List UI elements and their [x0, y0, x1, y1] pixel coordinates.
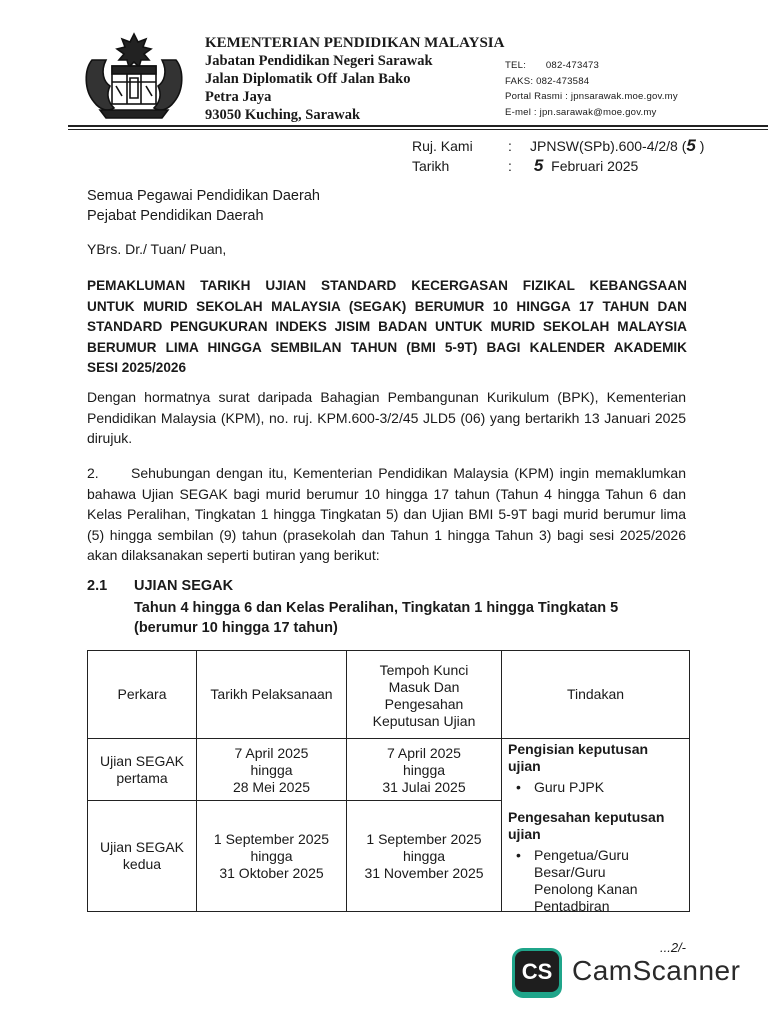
- letterhead-organisation: [205, 34, 504, 124]
- table-header: Tarikh Pelaksanaan: [210, 686, 333, 702]
- table-cell-tempoh: 1 September 2025 hingga 31 November 2025: [364, 831, 484, 881]
- department-name: Jabatan Pendidikan Negeri Sarawak: [205, 53, 433, 69]
- paragraph-1: Dengan hormatnya surat daripada Bahagian Pembangunan Kurikulum (BPK), Kementerian Pendidikan Malaysia (KPM), no. ruj. KPM.600-3/2/45 JLD5 (06) yang bertarikh 13 Januari 2025 dirujuk.: [87, 389, 686, 446]
- address-line: Jalan Diplomatik Off Jalan Bako: [205, 71, 411, 87]
- contact-fax: FAKS: 082-473584: [505, 75, 590, 87]
- table-cell-tempoh: 7 April 2025 hingga 31 Julai 2025: [382, 745, 466, 795]
- letterhead-divider: [68, 125, 768, 127]
- table-cell-tarikh: 1 September 2025 hingga 31 Oktober 2025: [213, 831, 330, 881]
- letterhead-divider-thin: [68, 129, 768, 130]
- segak-schedule-table: [87, 650, 690, 912]
- contact-portal: Portal Rasmi : jpnsarawak.moe.gov.my: [505, 91, 678, 102]
- subject-line: PEMAKLUMAN TARIKH UJIAN STANDARD KECERGASAN FIZIKAL KEBANGSAAN: [87, 278, 687, 293]
- address-line: Petra Jaya: [205, 89, 272, 105]
- recipient-line: Pejabat Pendidikan Daerah: [87, 208, 264, 224]
- list-item: • Guru PJPK: [534, 779, 648, 796]
- reference-number: Ruj. Kami : JPNSW(SPb).600-4/2/8 (5 ): [412, 136, 705, 155]
- paragraph-number: 2.: [87, 465, 99, 481]
- subject-line: SESI 2025/2026: [87, 360, 187, 375]
- contact-tel: TEL: 082-473473: [505, 60, 600, 71]
- section-heading: 2.1 UJIAN SEGAK: [87, 578, 234, 594]
- recipient-block: [87, 186, 320, 226]
- paragraph-2: 2. Sehubungan dengan itu, Kementerian Pendidikan Malaysia (KPM) ingin memaklumkan bahawa Ujian SEGAK bagi murid berumur 10 hingga 17 tahun (Tahun 4 hingga Tahun 6 dan Kelas Peralihan, Tingkatan 1 hingga Tingkatan 5) dan Ujian BMI 5-9T bagi murid berumur lima (5) hingga sembilan (9) tahun (prasekolah dan Tahun 1 hingga Tahun 3) bagi sesi 2025/2026 akan dilaksanakan seperti butiran yang berikut:: [87, 465, 686, 563]
- table-cell-perkara: Ujian SEGAK kedua: [99, 839, 185, 872]
- reference-block: [412, 136, 704, 176]
- address-line: 93050 Kuching, Sarawak: [205, 107, 361, 123]
- table-header: Tindakan: [566, 686, 625, 702]
- subject-line: UNTUK MURID SEKOLAH MALAYSIA (SEGAK) BERUMUR 10 HINGGA 17 TAHUN DAN: [87, 298, 687, 314]
- camscanner-logo: CS: [512, 948, 562, 998]
- subject-line: BERUMUR LIMA HINGGA SEMBILAN TAHUN (BMI 5-9T) BAGI KALENDER AKADEMIK: [87, 339, 687, 355]
- camscanner-wordmark: CamScanner: [572, 955, 741, 986]
- contact-email: E-mel : jpn.sarawak@moe.gov.my: [505, 106, 657, 118]
- section-subtitle: Tahun 4 hingga 6 dan Kelas Peralihan, Tingkatan 1 hingga Tingkatan 5 (berumur 10 hingga 17 tahun): [134, 600, 619, 636]
- page-continuation: ...2/-: [660, 940, 687, 955]
- table-cell-tindakan: Pengisian keputusan ujian • Guru PJPK: [508, 741, 648, 796]
- recipient-line: Semua Pegawai Pendidikan Daerah: [87, 188, 320, 204]
- salutation: YBrs. Dr./ Tuan/ Puan,: [87, 241, 227, 257]
- table-header: Tempoh Kunci Masuk Dan Pengesahan Keputusan Ujian: [372, 662, 476, 729]
- list-item: • Pengetua/Guru Besar/Guru Penolong Kanan Pentadbiran: [534, 847, 664, 915]
- table-cell-perkara: Ujian SEGAK pertama: [99, 753, 185, 786]
- subject-line: STANDARD PENGUKURAN INDEKS JISIM BADAN UNTUK MURID SEKOLAH MALAYSIA: [87, 319, 687, 334]
- ministry-name: KEMENTERIAN PENDIDIKAN MALAYSIA: [205, 35, 505, 51]
- coat-of-arms-logo: [78, 30, 190, 122]
- table-cell-tarikh: 7 April 2025 hingga 28 Mei 2025: [232, 745, 311, 795]
- reference-date: Tarikh : 5 Februari 2025: [412, 156, 639, 175]
- table-cell-tindakan: Pengesahan keputusan ujian • Pengetua/Guru Besar/Guru Penolong Kanan Pentadbiran: [508, 809, 664, 915]
- table-header: Perkara: [117, 686, 167, 702]
- letter-subject: [87, 276, 687, 379]
- letterhead-contact: [505, 58, 678, 120]
